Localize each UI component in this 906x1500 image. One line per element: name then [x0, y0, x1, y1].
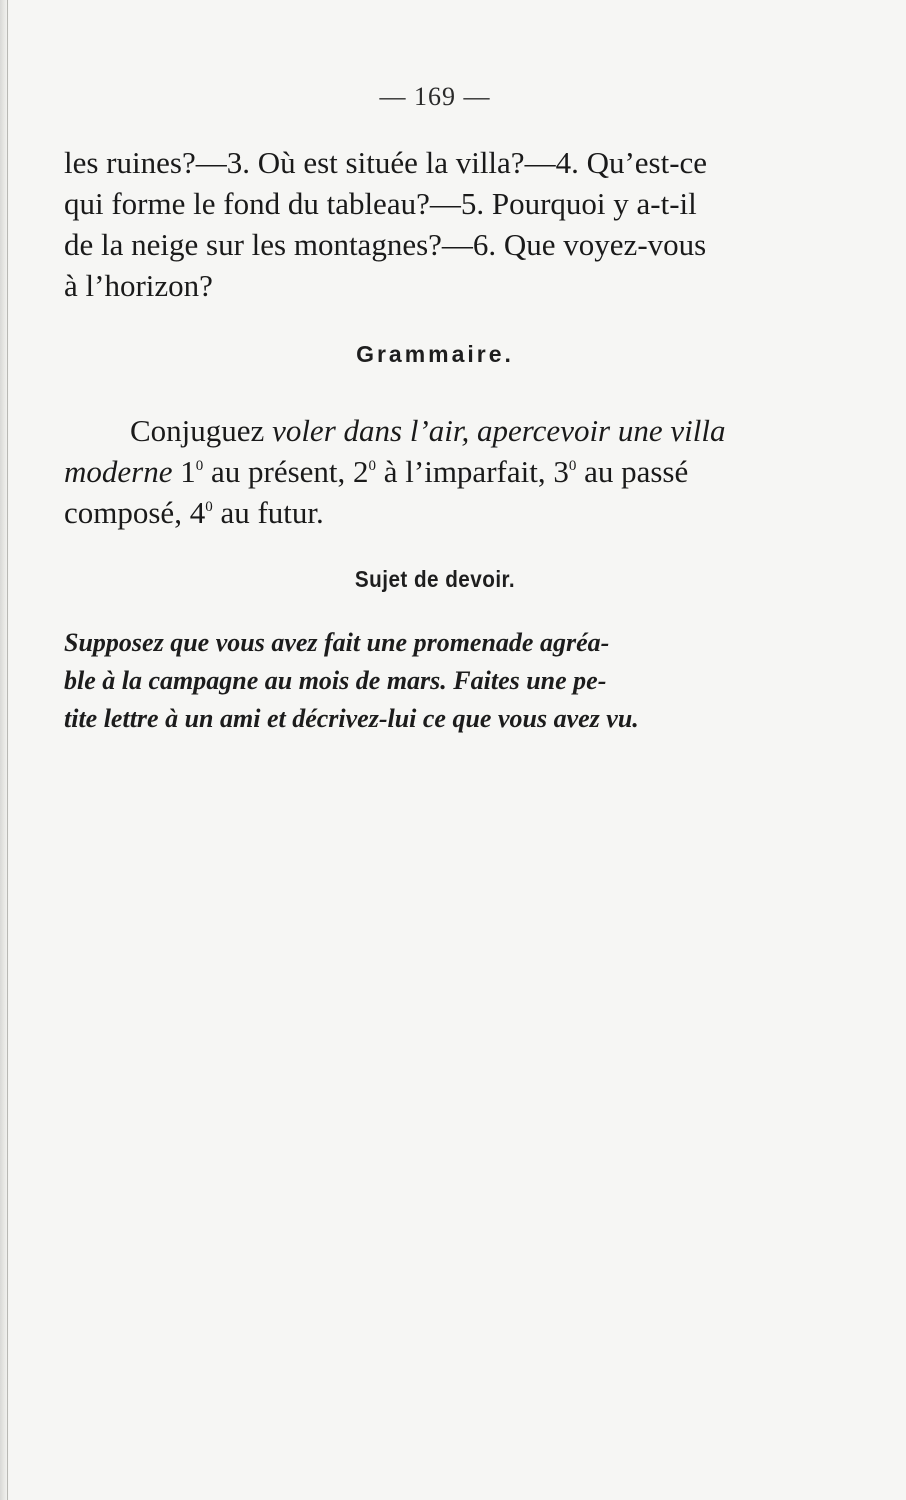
conjugation-line-1 — [64, 410, 810, 451]
sujet-paragraph — [64, 624, 810, 738]
question-line-1 — [64, 142, 810, 183]
conjugation-paragraph — [64, 410, 810, 533]
questions-paragraph — [64, 142, 810, 306]
tense-1-number: 1 — [172, 454, 196, 489]
ordinal-sup-1: 0 — [195, 458, 204, 474]
sujet-heading: Sujet de devoir. — [354, 566, 516, 592]
page-edge-line — [7, 0, 8, 1500]
tense-imparfait: à l’imparfait, 3 — [376, 454, 569, 489]
conjugation-verb: Conjuguez — [130, 413, 273, 448]
grammaire-heading: Grammaire. — [356, 341, 514, 367]
tense-futur: au futur. — [212, 495, 324, 530]
conjugation-moderne: moderne — [64, 454, 173, 489]
question-line-2: qui forme le fond du tableau?—5. Pourquoi y a-t-il — [64, 186, 697, 221]
question-line-3: de la neige sur les montagnes?—6. Que voyez-vous — [64, 227, 707, 262]
question-line-1-text: les ruines?—3. Où est située la villa?—4. Qu’est-ce — [64, 145, 708, 180]
conjugation-line-3 — [64, 492, 810, 533]
conjugation-phrases: voler dans l’air, apercevoir une villa — [272, 413, 726, 448]
tense-compose: composé, 4 — [64, 495, 206, 530]
sujet-line-3: tite lettre à un ami et décrivez-lui ce que vous avez vu. — [64, 704, 639, 733]
sujet-line-2: ble à la campagne au mois de mars. Faites une pe- — [64, 666, 607, 695]
tense-passe: au passé — [576, 454, 689, 489]
tense-present: au présent, 2 — [203, 454, 369, 489]
ordinal-sup-3: 0 — [568, 458, 577, 474]
conjugation-line-2 — [64, 451, 810, 492]
ordinal-sup-4: 0 — [205, 499, 213, 515]
page-number: — 169 — — [379, 82, 491, 111]
question-line-4: à l’horizon? — [64, 268, 213, 303]
sujet-line-1: Supposez que vous avez fait une promenade agréa- — [64, 628, 610, 657]
ordinal-sup-2: 0 — [368, 458, 377, 474]
